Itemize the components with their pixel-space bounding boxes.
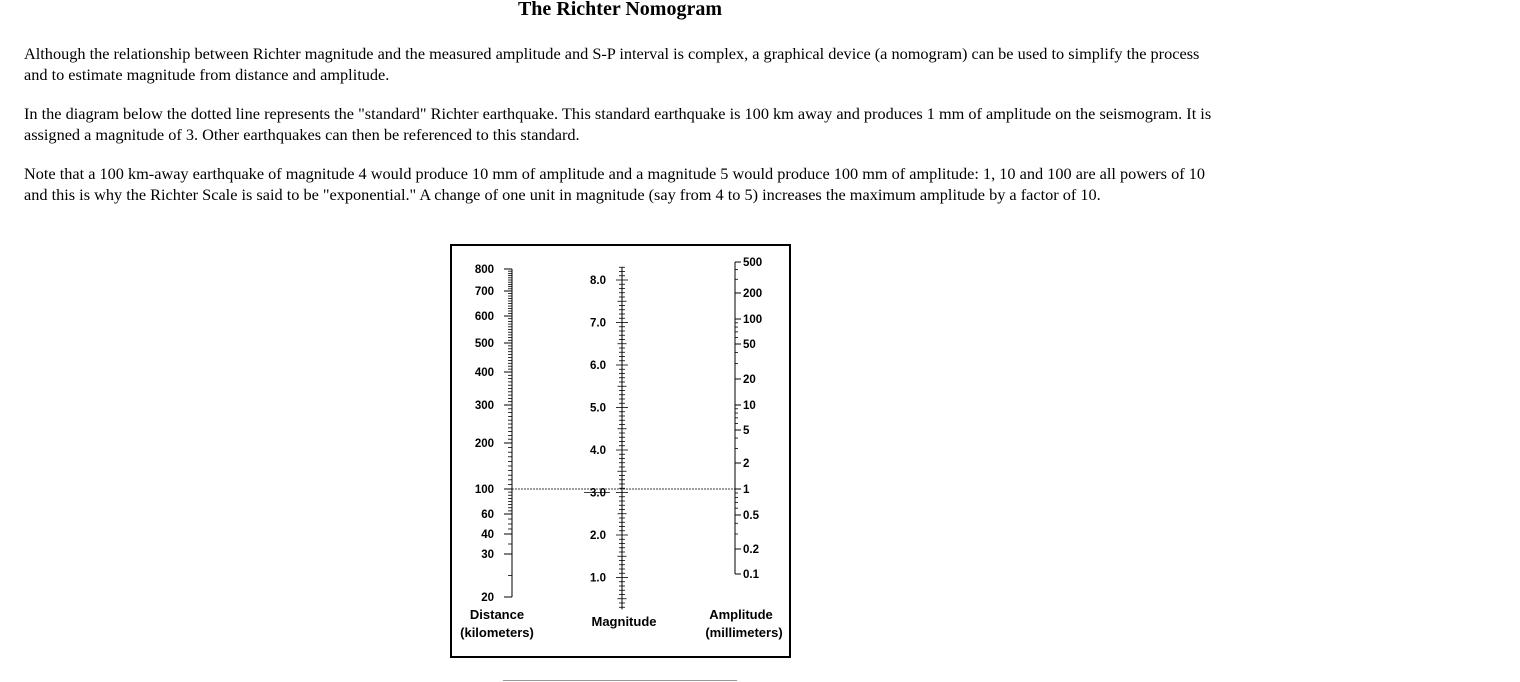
distance-tick-label: 300	[474, 400, 494, 412]
bottom-divider	[503, 680, 737, 681]
exponential-paragraph: Note that a 100 km-away earthquake of magnitude 4 would produce 10 mm of amplitude and a magnitude 5 would produce 100 mm of amplitude: 1, 10 and 100 are all powers of 10 and this is why the Richter Scale is said to be "exponential." A change of one unit in magnitude (say from 4 to 5) increases the maximum amplitude by a factor of 10.	[24, 164, 1205, 204]
distance-axis-unit: (kilometers)	[460, 625, 534, 640]
amplitude-scale	[735, 257, 762, 581]
amplitude-tick-label: 50	[743, 339, 756, 351]
distance-tick-label: 600	[474, 311, 494, 323]
distance-axis-label: Distance	[469, 607, 525, 622]
magnitude-tick-label: 8.0	[590, 275, 606, 287]
amplitude-tick-label: 10	[743, 400, 756, 412]
amplitude-tick-label: 500	[743, 257, 763, 269]
amplitude-tick-label: 100	[743, 314, 763, 326]
amplitude-axis-label: Amplitude	[709, 607, 773, 622]
amplitude-tick-label: 0.2	[743, 544, 759, 556]
magnitude-tick-label: 1.0	[590, 572, 606, 585]
magnitude-tick-label: 2.0	[590, 530, 606, 542]
standard-earthquake-paragraph: In the diagram below the dotted line represents the "standard" Richter earthquake. This standard earthquake is 100 km away and produces 1 mm of amplitude on the seismogram. It is assigned a magnitude of 3. Other earthquakes can then be referenced to this standard.	[24, 104, 1212, 144]
amplitude-tick-label: 2	[743, 458, 750, 470]
magnitude-tick-label: 6.0	[590, 360, 606, 372]
nomogram-svg	[452, 246, 789, 656]
amplitude-tick-label: 1	[743, 484, 750, 496]
distance-tick-label: 800	[474, 264, 494, 276]
magnitude-tick-label: 5.0	[590, 402, 606, 415]
richter-nomogram	[450, 244, 791, 658]
distance-tick-label: 400	[474, 367, 494, 379]
distance-tick-label: 500	[474, 338, 494, 350]
amplitude-tick-label: 0.5	[743, 510, 759, 522]
amplitude-tick-label: 5	[743, 425, 750, 437]
intro-paragraph: Although the relationship between Richter magnitude and the measured amplitude and S-P interval is complex, a graphical device (a nomogram) can be used to simplify the process and to estimate magnitude from distance and amplitude.	[24, 44, 1200, 84]
magnitude-tick-label: 3.0	[590, 487, 606, 500]
distance-tick-label: 40	[481, 529, 494, 541]
magnitude-axis-label: Magnitude	[591, 614, 657, 629]
magnitude-scale	[590, 267, 628, 609]
amplitude-tick-label: 200	[743, 288, 763, 300]
amplitude-axis-unit: (millimeters)	[705, 625, 783, 640]
amplitude-tick-label: 20	[743, 374, 756, 386]
distance-tick-label: 200	[474, 438, 494, 450]
distance-tick-label: 100	[474, 484, 494, 496]
magnitude-tick-label: 4.0	[590, 445, 606, 457]
page-title: The Richter Nomogram	[517, 0, 723, 20]
distance-tick-label: 700	[474, 286, 494, 298]
distance-scale	[475, 264, 512, 604]
standard-earthquake-line	[512, 489, 735, 493]
distance-tick-label: 60	[481, 509, 494, 521]
magnitude-tick-label: 7.0	[590, 317, 606, 330]
amplitude-tick-label: 0.1	[743, 569, 759, 581]
distance-tick-label: 20	[481, 592, 494, 604]
distance-tick-label: 30	[481, 549, 494, 561]
